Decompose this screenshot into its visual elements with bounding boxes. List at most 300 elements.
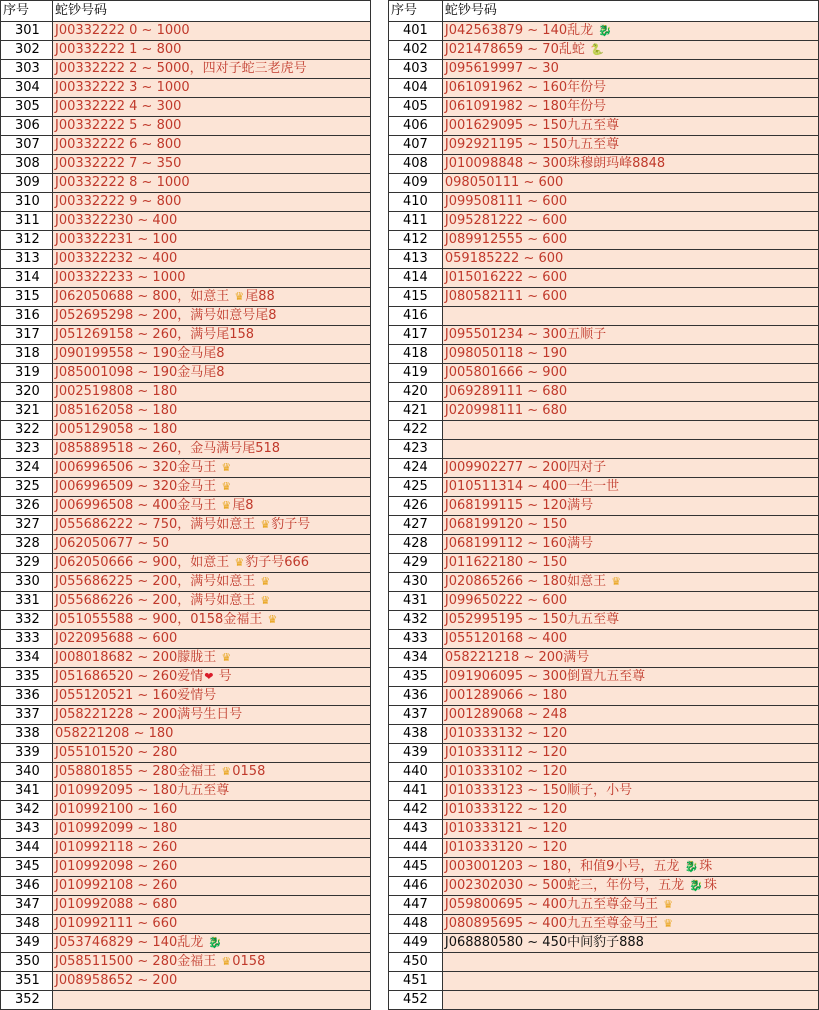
banknote-cell[interactable]	[442, 839, 818, 858]
row-number-text: 333	[15, 631, 40, 646]
table-row	[1, 212, 371, 231]
row-number[interactable]	[1, 668, 53, 687]
crown-icon: ♛	[221, 499, 232, 512]
row-number[interactable]	[1, 212, 53, 231]
row-number[interactable]	[389, 649, 443, 668]
row-number-text: 343	[15, 821, 40, 836]
row-number[interactable]	[389, 801, 443, 820]
banknote-text: J001289066 ~ 180	[444, 688, 568, 703]
row-number-text: 325	[15, 479, 40, 494]
banknote-cell[interactable]	[53, 212, 371, 231]
banknote-text: J068199112 ~ 160满号	[444, 536, 594, 551]
row-number[interactable]	[389, 421, 443, 440]
banknote-cell[interactable]	[442, 155, 818, 174]
banknote-cell[interactable]	[442, 592, 818, 611]
banknote-cell[interactable]	[442, 611, 818, 630]
table-row	[1, 459, 371, 478]
banknote-cell[interactable]	[53, 250, 371, 269]
banknote-suffix: 豹子号666	[245, 555, 310, 570]
banknote-cell[interactable]	[53, 117, 371, 136]
banknote-cell[interactable]	[53, 60, 371, 79]
row-number[interactable]	[1, 554, 53, 573]
banknote-text: J006996509 ~ 320金马王	[55, 479, 221, 494]
row-number[interactable]	[1, 896, 53, 915]
row-number[interactable]	[389, 326, 443, 345]
row-number[interactable]	[1, 364, 53, 383]
banknote-cell[interactable]	[53, 402, 371, 421]
row-number-text: 349	[15, 935, 40, 950]
row-number[interactable]	[1, 117, 53, 136]
banknote-cell[interactable]	[442, 383, 818, 402]
row-number-text: 440	[403, 764, 428, 779]
banknote-cell[interactable]	[53, 725, 371, 744]
row-number[interactable]	[389, 839, 443, 858]
banknote-text: J068199115 ~ 120满号	[444, 498, 594, 513]
banknote-cell[interactable]	[53, 896, 371, 915]
banknote-cell[interactable]	[442, 79, 818, 98]
row-number-text: 419	[403, 365, 428, 380]
dragon-icon: 🐉	[208, 936, 223, 949]
row-number-text: 436	[403, 688, 428, 703]
table-row	[389, 250, 819, 269]
banknote-cell[interactable]	[53, 440, 371, 459]
banknote-cell[interactable]	[53, 79, 371, 98]
banknote-text: J003001203 ~ 180，和值9小号，五龙	[444, 859, 684, 874]
row-number[interactable]	[389, 763, 443, 782]
row-number[interactable]	[1, 288, 53, 307]
table-row	[389, 307, 819, 326]
banknote-text: J055120168 ~ 400	[444, 631, 568, 646]
banknote-text: J00332222 0 ~ 1000	[55, 23, 190, 38]
row-number[interactable]	[1, 98, 53, 117]
row-number[interactable]	[1, 402, 53, 421]
table-row	[389, 117, 819, 136]
banknote-cell[interactable]	[53, 573, 371, 592]
banknote-cell[interactable]	[442, 630, 818, 649]
table-row	[1, 60, 371, 79]
row-number[interactable]	[1, 630, 53, 649]
row-number[interactable]	[389, 668, 443, 687]
row-number[interactable]	[389, 573, 443, 592]
banknote-cell[interactable]	[53, 668, 371, 687]
banknote-cell[interactable]	[442, 763, 818, 782]
row-number[interactable]	[389, 383, 443, 402]
banknote-cell[interactable]	[442, 858, 818, 877]
banknote-text: J010511314 ~ 400一生一世	[444, 479, 620, 494]
row-number[interactable]	[1, 763, 53, 782]
row-number[interactable]	[389, 554, 443, 573]
banknote-cell[interactable]	[442, 649, 818, 668]
row-number[interactable]	[389, 269, 443, 288]
banknote-cell[interactable]	[442, 22, 818, 41]
banknote-cell[interactable]	[53, 269, 371, 288]
banknote-text: J061091962 ~ 160年份号	[444, 80, 607, 95]
row-number-text: 301	[15, 23, 40, 38]
banknote-cell[interactable]	[53, 592, 371, 611]
table-row	[1, 953, 371, 972]
banknote-text: J021478659 ~ 70乱蛇	[444, 42, 589, 57]
row-number-text: 429	[403, 555, 428, 570]
banknote-cell[interactable]	[442, 896, 818, 915]
banknote-cell[interactable]	[442, 668, 818, 687]
row-number[interactable]	[1, 250, 53, 269]
row-number-text: 342	[15, 802, 40, 817]
banknote-cell[interactable]	[442, 972, 818, 991]
row-number[interactable]	[389, 896, 443, 915]
table-row	[1, 288, 371, 307]
banknote-cell[interactable]	[53, 193, 371, 212]
banknote-cell[interactable]	[442, 269, 818, 288]
row-number-text: 302	[15, 42, 40, 57]
banknote-cell[interactable]	[442, 421, 818, 440]
banknote-text: J006996506 ~ 320金马王	[55, 460, 221, 475]
banknote-cell[interactable]	[442, 934, 818, 953]
row-number[interactable]	[1, 858, 53, 877]
banknote-cell[interactable]	[53, 820, 371, 839]
table-row	[389, 839, 819, 858]
row-number[interactable]	[1, 801, 53, 820]
row-number[interactable]	[1, 535, 53, 554]
banknote-cell[interactable]	[442, 801, 818, 820]
table-row	[1, 820, 371, 839]
header-code: 蛇钞号码	[442, 1, 818, 22]
table-row	[389, 383, 819, 402]
row-number[interactable]	[1, 991, 53, 1010]
banknote-text: J058221228 ~ 200满号生日号	[55, 707, 243, 722]
row-number[interactable]	[1, 440, 53, 459]
table-row	[1, 345, 371, 364]
banknote-cell[interactable]	[442, 193, 818, 212]
table-row	[389, 402, 819, 421]
row-number[interactable]	[1, 573, 53, 592]
banknote-cell[interactable]	[53, 782, 371, 801]
row-number[interactable]	[389, 820, 443, 839]
row-number[interactable]	[389, 440, 443, 459]
row-number[interactable]	[1, 706, 53, 725]
banknote-cell[interactable]	[53, 155, 371, 174]
row-number[interactable]	[389, 953, 443, 972]
banknote-text: J062050688 ~ 800，如意王	[55, 289, 234, 304]
table-row	[389, 535, 819, 554]
crown-icon: ♛	[663, 917, 674, 930]
banknote-cell[interactable]	[442, 820, 818, 839]
banknote-cell[interactable]	[442, 60, 818, 79]
header-code: 蛇钞号码	[53, 1, 371, 22]
banknote-cell[interactable]	[442, 687, 818, 706]
row-number[interactable]	[1, 155, 53, 174]
row-number[interactable]	[1, 459, 53, 478]
banknote-cell[interactable]	[53, 516, 371, 535]
row-number[interactable]	[1, 136, 53, 155]
row-number[interactable]	[389, 250, 443, 269]
banknote-cell[interactable]	[53, 459, 371, 478]
banknote-cell[interactable]	[442, 953, 818, 972]
banknote-cell[interactable]	[442, 573, 818, 592]
row-number[interactable]	[1, 174, 53, 193]
row-number[interactable]	[1, 687, 53, 706]
banknote-cell[interactable]	[442, 535, 818, 554]
table-row	[1, 554, 371, 573]
banknote-cell[interactable]	[53, 858, 371, 877]
banknote-text: J002519808 ~ 180	[55, 384, 178, 399]
row-number[interactable]	[389, 915, 443, 934]
row-number-text: 324	[15, 460, 40, 475]
banknote-cell[interactable]	[53, 801, 371, 820]
row-number[interactable]	[1, 345, 53, 364]
banknote-text: J011622180 ~ 150	[444, 555, 568, 570]
banknote-cell[interactable]	[53, 991, 371, 1010]
banknote-cell[interactable]	[53, 478, 371, 497]
row-number[interactable]	[389, 706, 443, 725]
row-number-text: 435	[403, 669, 428, 684]
banknote-cell[interactable]	[442, 459, 818, 478]
row-number[interactable]	[1, 231, 53, 250]
row-number[interactable]	[389, 79, 443, 98]
table-row	[389, 193, 819, 212]
row-number[interactable]	[389, 155, 443, 174]
row-number-text: 418	[403, 346, 428, 361]
row-number[interactable]	[1, 820, 53, 839]
banknote-cell[interactable]	[442, 440, 818, 459]
row-number[interactable]	[389, 782, 443, 801]
banknote-cell[interactable]	[442, 117, 818, 136]
banknote-cell[interactable]	[53, 839, 371, 858]
banknote-cell[interactable]	[53, 383, 371, 402]
banknote-cell[interactable]	[442, 288, 818, 307]
table-row	[1, 573, 371, 592]
banknote-cell[interactable]	[442, 782, 818, 801]
crown-icon: ♛	[260, 594, 271, 607]
banknote-cell[interactable]	[442, 478, 818, 497]
row-number[interactable]	[389, 117, 443, 136]
banknote-cell[interactable]	[53, 288, 371, 307]
row-number[interactable]	[389, 744, 443, 763]
row-number[interactable]	[389, 687, 443, 706]
row-number[interactable]	[389, 934, 443, 953]
table-row	[389, 820, 819, 839]
row-number-text: 351	[15, 973, 40, 988]
row-number[interactable]	[1, 934, 53, 953]
row-number[interactable]	[1, 744, 53, 763]
banknote-cell[interactable]	[53, 915, 371, 934]
banknote-cell[interactable]	[53, 744, 371, 763]
banknote-cell[interactable]	[442, 212, 818, 231]
banknote-cell[interactable]	[53, 687, 371, 706]
banknote-cell[interactable]	[442, 554, 818, 573]
table-row	[1, 193, 371, 212]
table-row	[389, 972, 819, 991]
banknote-text: J068199120 ~ 150	[444, 517, 568, 532]
row-number[interactable]	[1, 41, 53, 60]
row-number[interactable]	[389, 516, 443, 535]
row-number-text: 350	[15, 954, 40, 969]
row-number-text: 426	[403, 498, 428, 513]
row-number-text: 432	[403, 612, 428, 627]
row-number-text: 415	[403, 289, 428, 304]
row-number[interactable]	[389, 630, 443, 649]
banknote-cell[interactable]	[442, 345, 818, 364]
banknote-cell[interactable]	[53, 41, 371, 60]
table-row	[1, 687, 371, 706]
banknote-cell[interactable]	[442, 915, 818, 934]
banknote-cell[interactable]	[442, 174, 818, 193]
row-number[interactable]	[389, 592, 443, 611]
banknote-cell[interactable]	[442, 725, 818, 744]
crown-icon: ♛	[221, 765, 232, 778]
table-row	[1, 478, 371, 497]
banknote-cell[interactable]	[53, 345, 371, 364]
row-number[interactable]	[389, 288, 443, 307]
row-number[interactable]	[389, 877, 443, 896]
row-number[interactable]	[389, 402, 443, 421]
table-row	[389, 687, 819, 706]
row-number[interactable]	[1, 782, 53, 801]
banknote-cell[interactable]	[53, 174, 371, 193]
row-number[interactable]	[1, 516, 53, 535]
row-number-text: 313	[15, 251, 40, 266]
banknote-cell[interactable]	[53, 136, 371, 155]
table-row	[1, 858, 371, 877]
table-row	[389, 630, 819, 649]
banknote-cell[interactable]	[53, 649, 371, 668]
row-number[interactable]	[389, 212, 443, 231]
row-number[interactable]	[389, 345, 443, 364]
row-number[interactable]	[389, 22, 443, 41]
row-number[interactable]	[1, 269, 53, 288]
table-row	[389, 763, 819, 782]
row-number[interactable]	[389, 136, 443, 155]
banknote-cell[interactable]	[53, 231, 371, 250]
row-number[interactable]	[1, 649, 53, 668]
table-row	[1, 250, 371, 269]
table-row	[389, 136, 819, 155]
row-number[interactable]	[1, 592, 53, 611]
banknote-cell[interactable]	[53, 953, 371, 972]
row-number[interactable]	[1, 326, 53, 345]
row-number[interactable]	[389, 60, 443, 79]
row-number[interactable]	[389, 98, 443, 117]
row-number-text: 437	[403, 707, 428, 722]
table-row	[1, 725, 371, 744]
dragon-icon: 🐉	[689, 879, 703, 892]
banknote-cell[interactable]	[53, 364, 371, 383]
banknote-cell[interactable]	[53, 307, 371, 326]
banknote-cell[interactable]	[53, 497, 371, 516]
row-number[interactable]	[389, 497, 443, 516]
banknote-text: J00332222 4 ~ 300	[55, 99, 182, 114]
row-number[interactable]	[389, 41, 443, 60]
row-number[interactable]	[389, 459, 443, 478]
row-number[interactable]	[1, 421, 53, 440]
banknote-suffix: 珠	[699, 859, 713, 874]
row-number[interactable]	[1, 478, 53, 497]
banknote-cell[interactable]	[442, 250, 818, 269]
row-number[interactable]	[1, 60, 53, 79]
banknote-cell[interactable]	[442, 98, 818, 117]
row-number[interactable]	[1, 915, 53, 934]
banknote-cell[interactable]	[442, 41, 818, 60]
row-number[interactable]	[1, 383, 53, 402]
banknote-cell[interactable]	[53, 611, 371, 630]
snake-icon: 🐍	[589, 43, 604, 56]
banknote-cell[interactable]	[442, 497, 818, 516]
banknote-cell[interactable]	[442, 136, 818, 155]
banknote-text: J010333120 ~ 120	[444, 840, 568, 855]
banknote-cell[interactable]	[442, 326, 818, 345]
banknote-cell[interactable]	[442, 877, 818, 896]
banknote-cell[interactable]	[442, 991, 818, 1010]
row-number[interactable]	[389, 611, 443, 630]
row-number[interactable]	[389, 858, 443, 877]
row-number[interactable]	[389, 364, 443, 383]
banknote-cell[interactable]	[53, 877, 371, 896]
row-number[interactable]	[1, 953, 53, 972]
row-number-text: 414	[403, 270, 428, 285]
row-number[interactable]	[1, 877, 53, 896]
row-number[interactable]	[1, 193, 53, 212]
row-number-text: 450	[403, 954, 428, 969]
row-number[interactable]	[1, 611, 53, 630]
banknote-text: J010333121 ~ 120	[444, 821, 568, 836]
row-number[interactable]	[389, 535, 443, 554]
banknote-text: J001289068 ~ 248	[444, 707, 568, 722]
banknote-cell[interactable]	[53, 421, 371, 440]
row-number[interactable]	[1, 497, 53, 516]
table-row	[1, 269, 371, 288]
row-number[interactable]	[389, 478, 443, 497]
crown-icon: ♛	[221, 651, 232, 664]
row-number-text: 406	[403, 118, 428, 133]
row-number[interactable]	[389, 231, 443, 250]
row-number[interactable]	[1, 307, 53, 326]
banknote-cell[interactable]	[442, 231, 818, 250]
banknote-cell[interactable]	[442, 402, 818, 421]
row-number[interactable]	[1, 22, 53, 41]
row-number[interactable]	[1, 79, 53, 98]
banknote-cell[interactable]	[53, 763, 371, 782]
banknote-cell[interactable]	[442, 364, 818, 383]
banknote-text: J080582111 ~ 600	[444, 289, 568, 304]
row-number[interactable]	[1, 972, 53, 991]
table-row	[389, 60, 819, 79]
banknote-cell[interactable]	[442, 706, 818, 725]
row-number[interactable]	[389, 991, 443, 1010]
row-number[interactable]	[1, 725, 53, 744]
banknote-cell[interactable]	[53, 706, 371, 725]
row-number[interactable]	[389, 307, 443, 326]
banknote-cell[interactable]	[53, 554, 371, 573]
row-number[interactable]	[389, 972, 443, 991]
banknote-cell[interactable]	[53, 934, 371, 953]
banknote-text: J003322233 ~ 1000	[55, 270, 186, 285]
table-row	[1, 535, 371, 554]
row-number[interactable]	[389, 193, 443, 212]
banknote-cell[interactable]	[53, 98, 371, 117]
row-number[interactable]	[1, 839, 53, 858]
banknote-cell[interactable]	[53, 22, 371, 41]
banknote-cell[interactable]	[442, 516, 818, 535]
banknote-cell[interactable]	[442, 307, 818, 326]
row-number[interactable]	[389, 725, 443, 744]
table-row	[1, 383, 371, 402]
banknote-cell[interactable]	[53, 972, 371, 991]
row-number[interactable]	[389, 174, 443, 193]
banknote-cell[interactable]	[53, 535, 371, 554]
banknote-cell[interactable]	[53, 630, 371, 649]
banknote-cell[interactable]	[53, 326, 371, 345]
banknote-cell[interactable]	[442, 744, 818, 763]
table-row	[389, 554, 819, 573]
